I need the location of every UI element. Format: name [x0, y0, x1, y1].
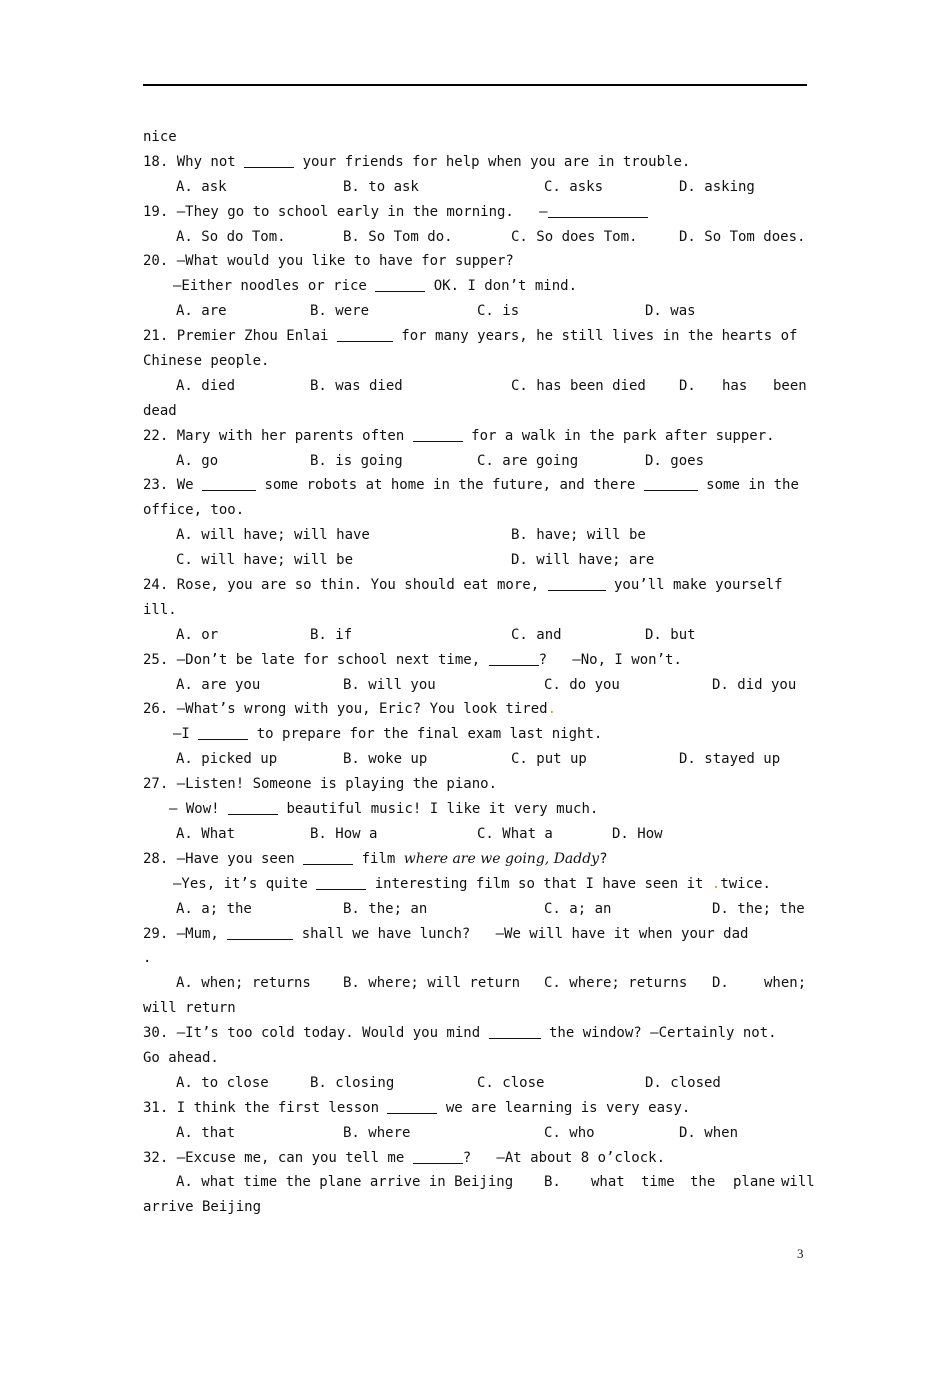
- question-29: 29. —Mum, shall we have lunch? —We will have it when your dad: [143, 925, 749, 942]
- question-23: 23. We some robots at home in the future, and there some in the: [143, 477, 799, 494]
- options-28: [143, 897, 807, 922]
- options-21-cont: dead: [143, 402, 177, 419]
- option: D. the; the: [712, 900, 805, 917]
- question-19: 19. —They go to school early in the morning. —: [143, 200, 807, 225]
- option: D. but: [645, 626, 696, 643]
- answer-blank: [303, 849, 353, 865]
- option: has: [722, 377, 748, 394]
- option: B. closing: [310, 1074, 395, 1091]
- question-28-reply: —Yes, it’s quite interesting film so that I have seen it .twice.: [173, 875, 771, 892]
- option: D. How: [612, 825, 663, 842]
- question-30-cont: Go ahead.: [143, 1049, 219, 1066]
- option: B. will you: [343, 676, 436, 693]
- option: B. where: [343, 1124, 411, 1141]
- option: B. the; an: [343, 900, 428, 917]
- answer-blank: [413, 426, 463, 442]
- option: C. where; returns: [544, 975, 688, 992]
- options-32: [143, 1170, 815, 1195]
- option: A. a; the: [176, 900, 252, 917]
- question-21-cont: Chinese people.: [143, 353, 270, 370]
- answer-blank: [548, 575, 606, 591]
- options-29: [143, 971, 807, 996]
- answer-blank: [413, 1148, 463, 1164]
- question-27-reply: — Wow! beautiful music! I like it very much.: [169, 801, 599, 818]
- question-20: 20. —What would you like to have for supper?: [143, 253, 514, 270]
- header-rule: [143, 84, 807, 86]
- answer-blank: [202, 475, 256, 491]
- question-18: 18. Why not your friends for help when you are in trouble.: [143, 153, 691, 170]
- options-22: [143, 449, 807, 474]
- option: the: [690, 1174, 716, 1191]
- question-32: 32. —Excuse me, can you tell me ? —At about 8 o’clock.: [143, 1149, 666, 1166]
- option: C. are going: [477, 452, 579, 469]
- option: B. woke up: [343, 751, 428, 768]
- option: D. asking: [679, 178, 755, 195]
- question-23-cont: office, too.: [143, 502, 245, 519]
- option: A. that: [176, 1124, 236, 1141]
- option: B. to ask: [343, 178, 419, 195]
- question-26: 26. —What’s wrong with you, Eric? You look tired.: [143, 701, 557, 718]
- option: D. closed: [645, 1074, 721, 1091]
- option: plane: [733, 1174, 776, 1191]
- options-26: [143, 747, 807, 772]
- text-line: nice: [143, 129, 177, 145]
- option: A. picked up: [176, 751, 278, 768]
- page-number: 3: [797, 1246, 804, 1261]
- answer-blank: [316, 874, 366, 890]
- options-30: [143, 1071, 807, 1096]
- exercise-content: [143, 125, 815, 1220]
- option: D.: [679, 377, 696, 394]
- answer-blank: [198, 724, 248, 740]
- question-31: 31. I think the first lesson we are learning is very easy.: [143, 1099, 691, 1116]
- option: B. How a: [310, 825, 378, 842]
- question-29-cont: .: [143, 950, 152, 967]
- options-20: [143, 299, 807, 324]
- question-22: 22. Mary with her parents often for a walk in the park after supper.: [143, 427, 775, 444]
- option: A. are you: [176, 676, 261, 693]
- option: A. will have; will have: [176, 527, 370, 544]
- option: C. put up: [511, 751, 587, 768]
- option: A. or: [176, 626, 219, 643]
- option: B. have; will be: [511, 527, 646, 544]
- option: what: [591, 1174, 625, 1191]
- option: A. What: [176, 825, 236, 842]
- option: B. was died: [310, 377, 403, 394]
- option: A. when; returns: [176, 975, 311, 992]
- film-title: where are we going, Daddy: [403, 850, 600, 867]
- option: B.: [544, 1174, 561, 1191]
- question-26-reply: —I to prepare for the final exam last night.: [173, 726, 603, 743]
- option: C. do you: [544, 676, 620, 693]
- options-18: [143, 175, 807, 200]
- answer-blank: [227, 924, 293, 940]
- answer-blank: [489, 1023, 541, 1039]
- option: will: [781, 1174, 815, 1191]
- option: B. So Tom do.: [343, 228, 453, 245]
- options-21: [143, 374, 807, 399]
- option: time: [641, 1174, 675, 1191]
- option: B. were: [310, 303, 370, 320]
- options-32-cont: arrive Beijing: [143, 1199, 262, 1216]
- option: B. is going: [310, 452, 403, 469]
- question-28: 28. —Have you seen film where are we going, Daddy?: [143, 850, 608, 867]
- answer-blank: [228, 799, 278, 815]
- options-23b: [143, 548, 807, 573]
- option: D. goes: [645, 452, 705, 469]
- options-27: [143, 822, 807, 847]
- option: C. is: [477, 303, 520, 320]
- options-19: [143, 225, 807, 250]
- option: D. will have; are: [511, 552, 655, 569]
- options-29-cont: will return: [143, 1000, 236, 1017]
- option: C. has been died: [511, 377, 646, 394]
- option: D.: [712, 975, 729, 992]
- options-23a: [143, 523, 807, 548]
- option: B. where; will return: [343, 975, 521, 992]
- answer-blank: [489, 650, 539, 666]
- option: A. what time the plane arrive in Beijing: [176, 1174, 514, 1191]
- question-24: 24. Rose, you are so thin. You should eat more, you’ll make yourself: [143, 577, 783, 594]
- option: C. will have; will be: [176, 552, 354, 569]
- option: A. go: [176, 452, 219, 469]
- question-21: 21. Premier Zhou Enlai for many years, he still lives in the hearts of: [143, 328, 798, 345]
- option: A. are: [176, 303, 227, 320]
- option: D. did you: [712, 676, 797, 693]
- option: A. So do Tom.: [176, 228, 286, 245]
- option: C. and: [511, 626, 562, 643]
- option: C. So does Tom.: [511, 228, 638, 245]
- question-20-reply: —Either noodles or rice OK. I don’t mind.: [173, 278, 578, 295]
- option: when;: [764, 975, 807, 992]
- answer-blank: [337, 326, 393, 342]
- option: A. died: [176, 377, 236, 394]
- option: C. What a: [477, 825, 553, 842]
- option: B. if: [310, 626, 353, 643]
- options-24: [143, 623, 807, 648]
- option: D. was: [645, 303, 696, 320]
- question-30: 30. —It’s too cold today. Would you mind the window? —Certainly not.: [143, 1025, 777, 1042]
- option: C. a; an: [544, 900, 612, 917]
- answer-blank: [644, 475, 698, 491]
- question-25: 25. —Don’t be late for school next time, ? —No, I won’t.: [143, 651, 682, 668]
- answer-blank: [387, 1098, 437, 1114]
- option: been: [773, 377, 807, 394]
- option: C. close: [477, 1074, 545, 1091]
- option: C. asks: [544, 178, 604, 195]
- question-27: 27. —Listen! Someone is playing the piano.: [143, 776, 498, 793]
- answer-blank: [375, 276, 425, 292]
- options-25: [143, 673, 807, 698]
- option: A. to close: [176, 1074, 269, 1091]
- answer-blank: [244, 152, 294, 168]
- option: D. when: [679, 1124, 739, 1141]
- option: D. stayed up: [679, 751, 781, 768]
- question-24-cont: ill.: [143, 601, 177, 618]
- answer-blank: [548, 202, 648, 218]
- options-31: [143, 1121, 807, 1146]
- option: C. who: [544, 1124, 595, 1141]
- option: D. So Tom does.: [679, 228, 806, 245]
- option: A. ask: [176, 178, 227, 195]
